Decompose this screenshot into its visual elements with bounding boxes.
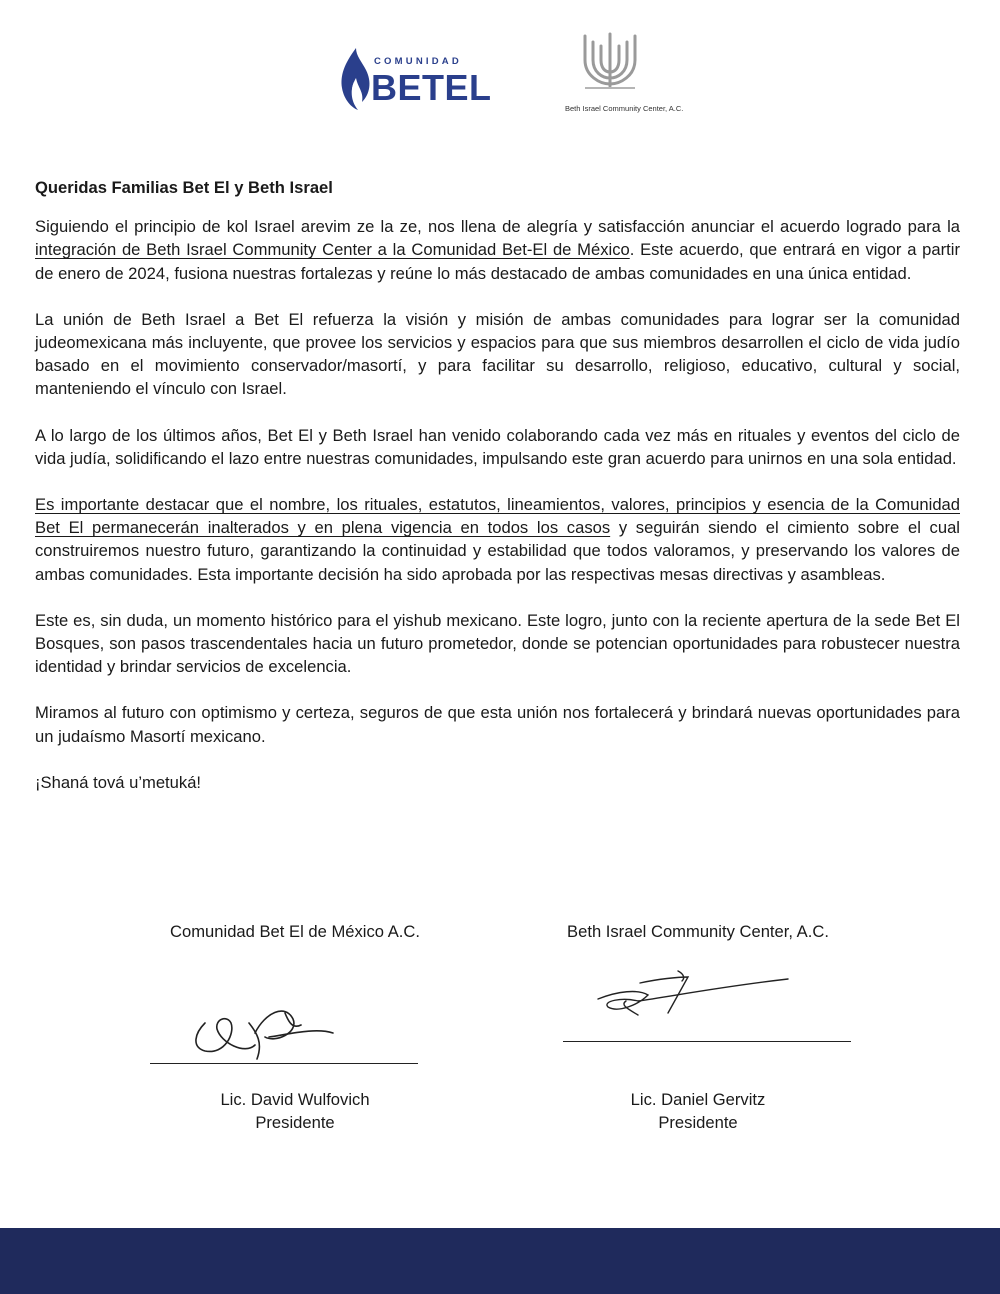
paragraph-1-start: Siguiendo el principio de kol Israel arevim ze la ze, nos llena de alegría y satisfacción anunciar el acuerdo logrado para la — [35, 217, 960, 237]
menorah-icon — [575, 30, 645, 90]
signature-image — [578, 943, 828, 1053]
signatory-organization: Comunidad Bet El de México A.C. — [170, 922, 420, 941]
paragraph-4 — [35, 493, 960, 586]
paragraph-3: A lo largo de los últimos años, Bet El y Beth Israel han venido colaborando cada vez más en rituales y eventos del ciclo de vida judía, solidificando el lazo entre nuestras comunidades, impulsando este gran acuerdo para unirnos en una sola entidad. — [35, 425, 960, 468]
signatory-name: Lic. David Wulfovich — [220, 1090, 370, 1109]
footer-bar — [0, 1228, 1000, 1294]
paragraph-1-underlined: integración de Beth Israel Community Center a la Comunidad Bet-El de México — [35, 240, 630, 260]
paragraph-4-underlined: Es importante destacar que el nombre, los rituales, estatutos, lineamientos, valores, principios y esencia de la Comunidad Bet El permanecerán inalterados y en plena vigencia en todos los casos — [35, 495, 960, 538]
beth-israel-logo — [560, 30, 684, 120]
signatory-organization: Beth Israel Community Center, A.C. — [567, 922, 829, 941]
letter-body — [35, 176, 960, 794]
header-logos — [0, 30, 1000, 120]
betel-logo-wordmark: BETEL — [371, 67, 492, 108]
signature-line — [150, 1063, 418, 1064]
paragraph-1-end: . Este acuerdo, que entrará en vigor a partir de enero de 2024, fusiona nuestras fortalezas y reúne lo más destacado de ambas comunidades en una única entidad. — [35, 240, 960, 283]
signature-line — [563, 1041, 851, 1042]
signatory-title: Presidente — [255, 1113, 335, 1132]
paragraph-1 — [35, 215, 960, 285]
closing-greeting: ¡Shaná tová u’metuká! — [35, 772, 202, 792]
signature-area — [145, 943, 445, 1068]
signatory-name: Lic. Daniel Gervitz — [630, 1090, 766, 1109]
paragraph-5: Este es, sin duda, un momento histórico para el yishub mexicano. Este logro, junto con la reciente apertura de la sede Bet El Bosques, son pasos trascendentales hacia un futuro prometedor, donde se potencian oportunidades para robustecer nuestra identidad y brindar servicios de excelencia. — [35, 610, 960, 677]
paragraph-4-end: y seguirán siendo el cimiento sobre el cual construiremos nuestro futuro, garantizando la continuidad y estabilidad que todos valoramos, y preservando los valores de ambas comunidades. Esta importante decisión ha sido aprobada por las respectivas mesas directivas y asambleas. — [35, 518, 960, 584]
beth-israel-caption: Beth Israel Community Center, A.C. — [565, 104, 684, 113]
betel-logo-small-text: COMUNIDAD — [374, 56, 462, 67]
signature-area — [548, 943, 848, 1068]
signature-image — [165, 963, 415, 1073]
signature-block-bet-el — [145, 920, 445, 1134]
signatory-title: Presidente — [658, 1113, 738, 1132]
flame-icon — [338, 48, 372, 110]
paragraph-2: La unión de Beth Israel a Bet El refuerza la visión y misión de ambas comunidades para lograr ser la comunidad judeomexicana más incluyente, que provee los servicios y espacios para que sus miembros desarrollen el ciclo de vida judío basado en el movimiento conservador/masortí, y para facilitar su desarrollo, religioso, educativo, cultural y social, manteniendo el vínculo con Israel. — [35, 309, 960, 399]
salutation: Queridas Familias Bet El y Beth Israel — [35, 178, 333, 197]
betel-logo — [338, 48, 498, 110]
paragraph-6: Miramos al futuro con optimismo y certeza, seguros de que esta unión nos fortalecerá y brindará nuevas oportunidades para un judaísmo Masortí mexicano. — [35, 703, 960, 746]
signature-block-beth-israel — [548, 920, 848, 1134]
